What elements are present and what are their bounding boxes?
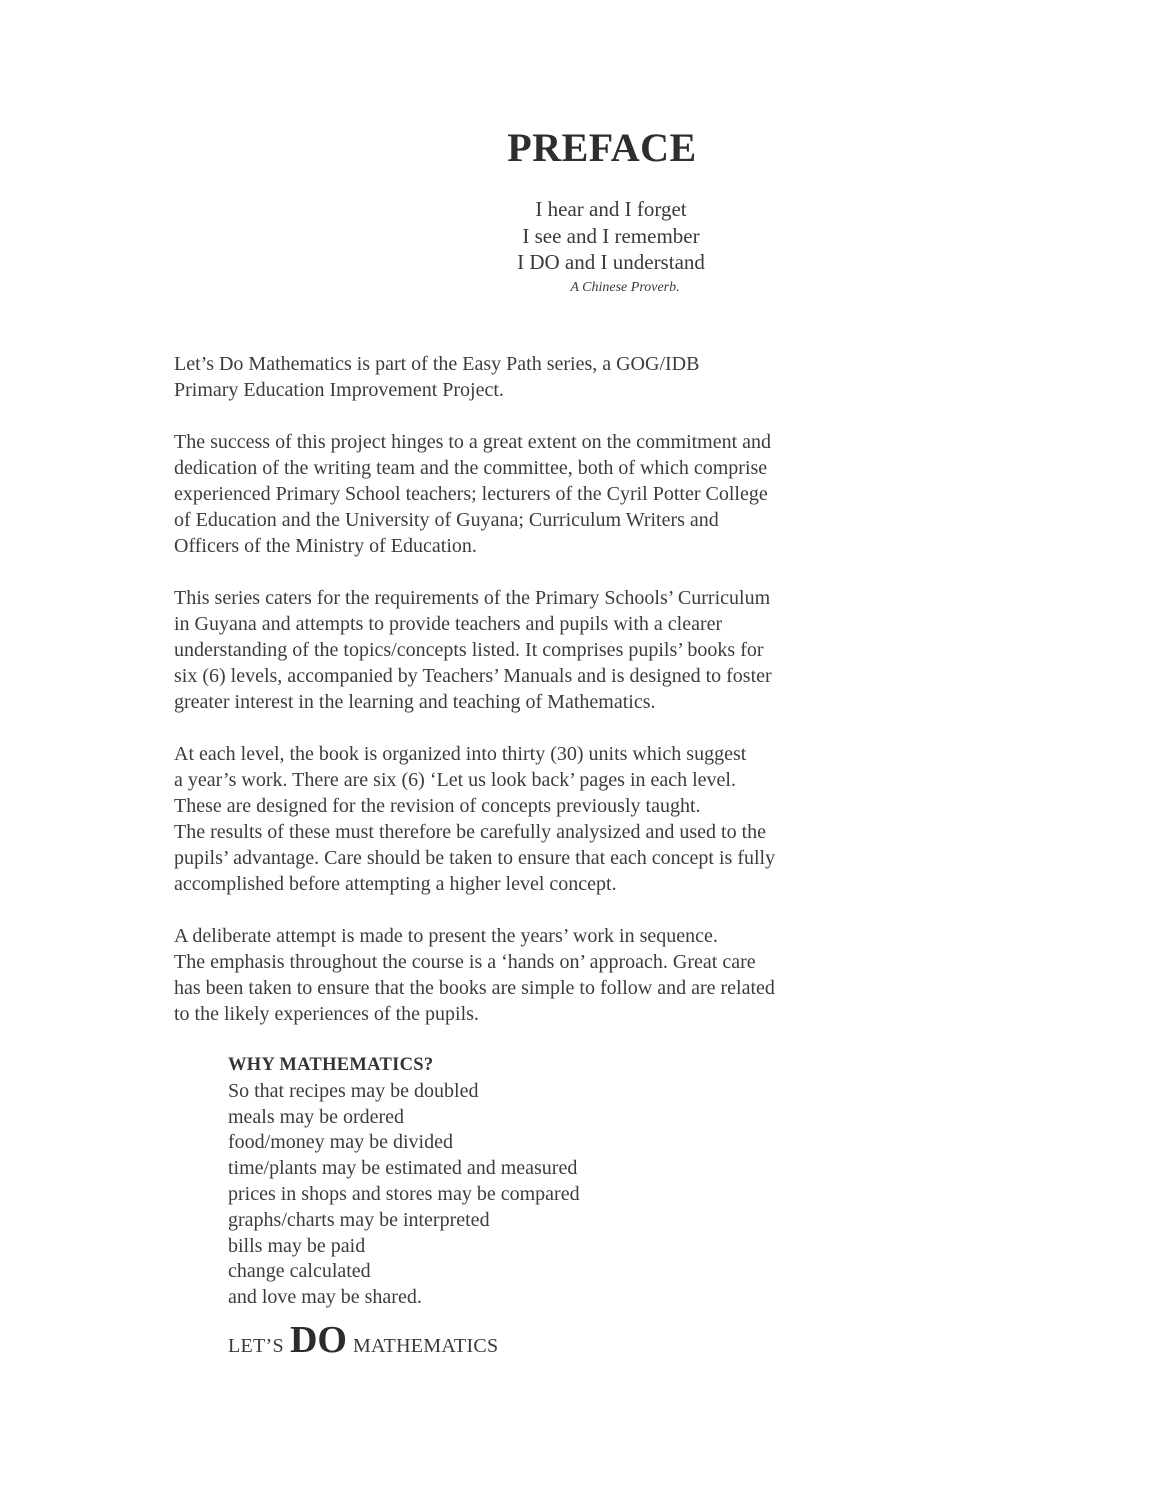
why-line: time/plants may be estimated and measured xyxy=(228,1157,578,1180)
why-line: food/money may be divided xyxy=(228,1131,453,1154)
slogan-after: MATHEMATICS xyxy=(352,1335,499,1357)
text-line: of Education and the University of Guyana; Curriculum Writers and xyxy=(174,509,719,531)
text-line: understanding of the topics/concepts listed. It comprises pupils’ books for xyxy=(174,639,764,661)
paragraph-success xyxy=(174,429,874,559)
slogan-emphasis: DO xyxy=(289,1319,347,1361)
text-line: Primary Education Improvement Project. xyxy=(174,379,504,401)
epigraph-attribution: A Chinese Proverb. xyxy=(570,279,680,295)
why-line: prices in shops and stores may be compared xyxy=(228,1182,580,1205)
text-line: to the likely experiences of the pupils. xyxy=(174,1003,479,1025)
paragraph-levels xyxy=(174,741,874,897)
paragraph-series xyxy=(174,585,874,715)
epigraph-line: I DO and I understand xyxy=(517,250,705,274)
text-line: The emphasis throughout the course is a ‘hands on’ approach. Great care xyxy=(174,951,756,973)
epigraph-line: I see and I remember xyxy=(522,223,700,248)
why-heading: WHY MATHEMATICS? xyxy=(228,1055,434,1075)
text-line: These are designed for the revision of concepts previously taught. xyxy=(174,795,701,817)
why-line: and love may be shared. xyxy=(228,1286,422,1309)
paragraph-sequence xyxy=(174,923,874,1027)
text-line: six (6) levels, accompanied by Teachers’ Manuals and is designed to foster xyxy=(174,665,772,687)
text-line: has been taken to ensure that the books are simple to follow and are related xyxy=(174,977,775,999)
text-line: accomplished before attempting a higher level concept. xyxy=(174,873,617,895)
paragraph-intro xyxy=(174,351,874,403)
why-line: meals may be ordered xyxy=(228,1105,405,1128)
text-line: pupils’ advantage. Care should be taken to ensure that each concept is fully xyxy=(174,847,776,869)
why-mathematics xyxy=(228,1053,828,1311)
text-line: A deliberate attempt is made to present the years’ work in sequence. xyxy=(174,925,718,947)
text-line: in Guyana and attempts to provide teachers and pupils with a clearer xyxy=(174,613,723,635)
why-line: So that recipes may be doubled xyxy=(228,1079,479,1102)
body-text xyxy=(174,351,874,1053)
text-line: experienced Primary School teachers; lecturers of the Cyril Potter College xyxy=(174,483,768,505)
page-title: PREFACE xyxy=(507,125,697,170)
text-line: Officers of the Ministry of Education. xyxy=(174,535,477,557)
why-line: graphs/charts may be interpreted xyxy=(228,1208,490,1231)
text-line: dedication of the writing team and the committee, both of which comprise xyxy=(174,457,768,479)
slogan xyxy=(228,1318,498,1362)
text-line: At each level, the book is organized into thirty (30) units which suggest xyxy=(174,743,747,765)
slogan-before: LET’S xyxy=(228,1335,284,1357)
why-line: bills may be paid xyxy=(228,1234,366,1257)
text-line: a year’s work. There are six (6) ‘Let us look back’ pages in each level. xyxy=(174,769,736,791)
epigraph-line: I hear and I forget xyxy=(535,197,687,221)
text-line: This series caters for the requirements of the Primary Schools’ Curriculum xyxy=(174,587,771,609)
why-line: change calculated xyxy=(228,1260,371,1283)
text-line: The results of these must therefore be carefully analysized and used to the xyxy=(174,821,767,843)
text-line: greater interest in the learning and teaching of Mathematics. xyxy=(174,691,656,713)
text-line: Let’s Do Mathematics is part of the Easy Path series, a GOG/IDB xyxy=(174,353,700,375)
epigraph xyxy=(0,196,1156,300)
text-line: The success of this project hinges to a great extent on the commitment and xyxy=(174,431,772,453)
